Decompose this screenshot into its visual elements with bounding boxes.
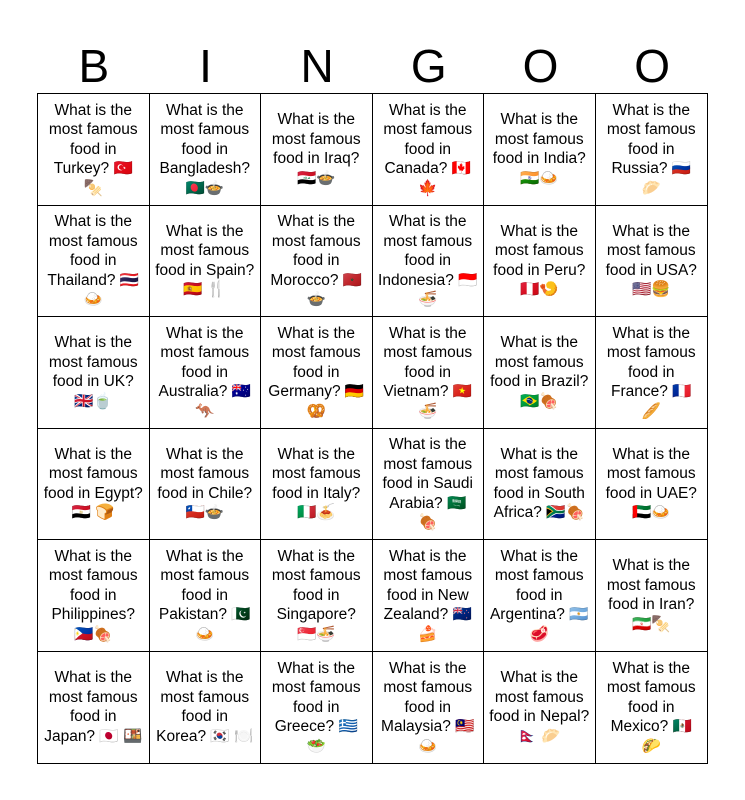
cell-text: What is the most famous food in Germany? 🇩🇪🥨 (268, 324, 365, 420)
bingo-cell[interactable] (150, 429, 262, 541)
bingo-cell[interactable] (150, 652, 262, 764)
cell-text: What is the most famous food in Greece? 🇬🇷 🥗 (271, 659, 361, 755)
cell-text: What is the most famous food in Peru? 🇵🇪🍤 (493, 222, 586, 299)
cell-text: What is the most famous food in Singapore? 🇸🇬🍜 (271, 547, 361, 643)
header-letter-g: G (410, 40, 447, 92)
cell-text: What is the most famous food in Japan? 🇯🇵 🍱 (44, 669, 143, 745)
cell-text: What is the most famous food in France? 🇫🇷 🥖 (606, 324, 696, 420)
cell-text: What is the most famous food in Morocco? 🇲🇦🍲 (270, 213, 363, 308)
cell-text: What is the most famous food in Brazil? 🇧🇷🍖 (490, 334, 589, 410)
bingo-cell[interactable] (261, 317, 373, 429)
bingo-cell[interactable] (373, 94, 485, 206)
cell-text: What is the most famous food in Iran? 🇮🇷🍢 (606, 557, 696, 633)
cell-text: What is the most famous food in Mexico? 🇲🇽 🌮 (606, 659, 696, 755)
bingo-cell[interactable] (38, 540, 150, 652)
bingo-cell[interactable] (261, 652, 373, 764)
cell-text: What is the most famous food in Russia? 🇷🇺 🥟 (606, 101, 696, 197)
bingo-cell[interactable] (150, 317, 262, 429)
bingo-cell[interactable] (373, 652, 485, 764)
cell-text: What is the most famous food in USA? 🇺🇸🍔 (605, 222, 697, 299)
cell-text: What is the most famous food in South Africa? 🇿🇦🍖 (493, 445, 585, 522)
cell-text: What is the most famous food in Argentina? 🇦🇷🥩 (489, 547, 589, 643)
cell-text: What is the most famous food in Saudi Arabia? 🇸🇦 🍖 (382, 436, 473, 531)
header-letter-i: I (199, 40, 212, 92)
bingo-cell[interactable] (484, 652, 596, 764)
bingo-cell[interactable] (596, 652, 708, 764)
bingo-cell[interactable] (38, 206, 150, 318)
cell-text: What is the most famous food in Chile? 🇨🇱🍲 (157, 445, 253, 522)
bingo-cell[interactable] (38, 652, 150, 764)
header-letter-b: B (78, 40, 110, 92)
bingo-cell[interactable] (261, 94, 373, 206)
cell-text: What is the most famous food in UAE? 🇦🇪🍛 (605, 445, 697, 522)
cell-text: What is the most famous food in India? 🇮🇳🍛 (492, 111, 586, 187)
cell-text: What is the most famous food in Korea? 🇰🇷 🍽️ (156, 669, 254, 745)
cell-text: What is the most famous food in Iraq? 🇮🇶🍲 (271, 111, 361, 187)
bingo-cell[interactable] (373, 429, 485, 541)
bingo-cell[interactable] (38, 317, 150, 429)
cell-text: What is the most famous food in Pakistan? 🇵🇰🍛 (158, 547, 251, 643)
cell-text: What is the most famous food in Malaysia? 🇲🇾🍛 (381, 659, 475, 755)
bingo-cell[interactable] (596, 429, 708, 541)
bingo-cell[interactable] (373, 317, 485, 429)
bingo-cell[interactable] (484, 206, 596, 318)
bingo-cell[interactable] (596, 94, 708, 206)
bingo-cell[interactable] (484, 317, 596, 429)
bingo-cell[interactable] (38, 94, 150, 206)
header-letter-o-2: O (634, 40, 671, 92)
cell-text: What is the most famous food in Indonesia? 🇮🇩🍜 (378, 213, 478, 308)
bingo-cell[interactable] (150, 540, 262, 652)
bingo-cell[interactable] (261, 206, 373, 318)
cell-text: What is the most famous food in UK? 🇬🇧🍵 (48, 334, 138, 410)
bingo-cell[interactable] (261, 540, 373, 652)
bingo-cell[interactable] (596, 206, 708, 318)
header-letter-o: O (522, 40, 559, 92)
cell-text: What is the most famous food in Thailand? 🇹🇭🍛 (47, 213, 140, 308)
bingo-cell[interactable] (150, 206, 262, 318)
cell-text: What is the most famous food in Nepal? 🇳🇵 🥟 (489, 669, 590, 745)
bingo-cell[interactable] (596, 317, 708, 429)
cell-text: What is the most famous food in Canada? 🇨🇦 🍁 (383, 101, 473, 197)
bingo-grid (37, 93, 708, 764)
bingo-cell[interactable] (373, 540, 485, 652)
bingo-cell[interactable] (484, 94, 596, 206)
cell-text: What is the most famous food in Italy? 🇮🇹🍝 (271, 445, 361, 522)
cell-text: What is the most famous food in New Zealand? 🇳🇿 🍰 (383, 547, 473, 643)
bingo-header (38, 40, 708, 92)
cell-text: What is the most famous food in Turkey? 🇹🇷 🍢 (48, 101, 138, 197)
cell-text: What is the most famous food in Egypt? 🇪🇬 🍞 (43, 445, 143, 522)
cell-text: What is the most famous food in Bangladesh? 🇧🇩🍲 (159, 101, 250, 197)
bingo-cell[interactable] (38, 429, 150, 541)
bingo-cell[interactable] (261, 429, 373, 541)
bingo-cell[interactable] (596, 540, 708, 652)
bingo-cell[interactable] (150, 94, 262, 206)
cell-text: What is the most famous food in Australia? 🇦🇺🦘 (158, 324, 252, 420)
cell-text: What is the most famous food in Vietnam? 🇻🇳 🍜 (383, 324, 473, 420)
cell-text: What is the most famous food in Spain? 🇪🇸 🍴 (155, 222, 255, 299)
header-letter-n: N (300, 40, 334, 92)
bingo-cell[interactable] (484, 540, 596, 652)
bingo-cell[interactable] (373, 206, 485, 318)
cell-text: What is the most famous food in Philippines? 🇵🇭🍖 (48, 547, 138, 643)
bingo-cell[interactable] (484, 429, 596, 541)
